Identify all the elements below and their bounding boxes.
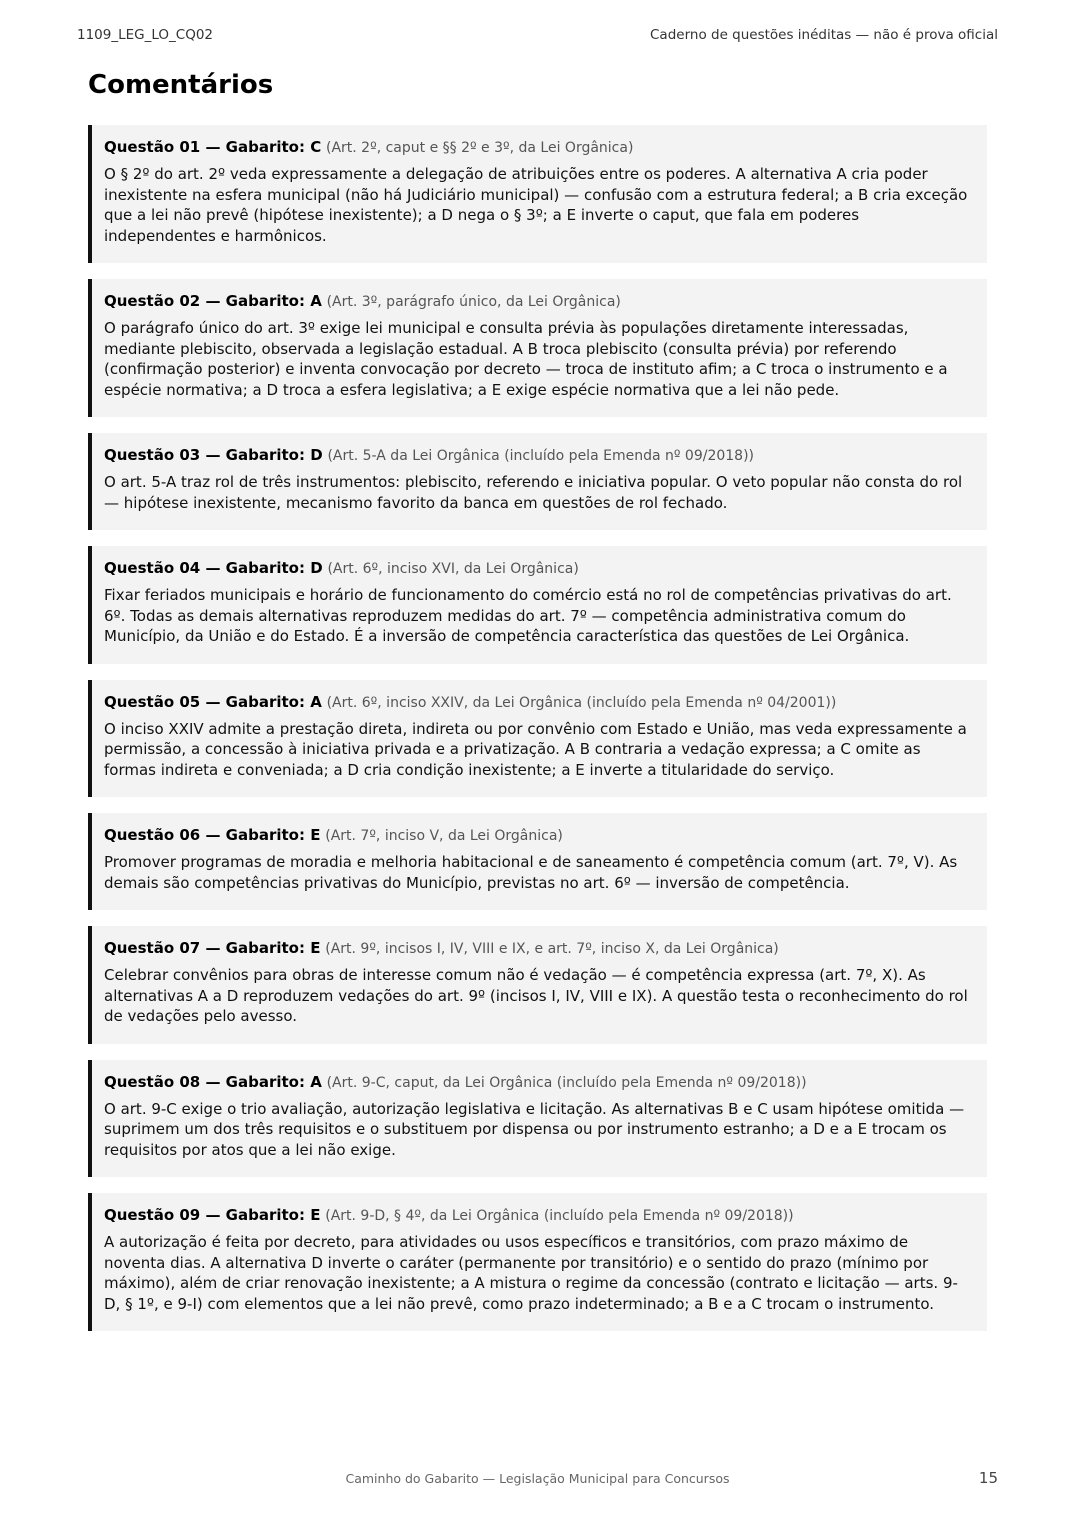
comment-item xyxy=(88,680,987,798)
question-answer: Questão 02 — Gabarito: A xyxy=(104,292,322,310)
comment-heading xyxy=(104,692,973,713)
question-answer: Questão 07 — Gabarito: E xyxy=(104,939,321,957)
question-answer: Questão 08 — Gabarito: A xyxy=(104,1072,322,1091)
question-answer: Questão 09 — Gabarito: E xyxy=(104,1206,321,1224)
comment-item xyxy=(88,1060,987,1178)
header-notice: Caderno de questões inéditas — não é prova oficial xyxy=(650,27,998,43)
question-answer: Questão 03 — Gabarito: D xyxy=(104,446,323,464)
comment-text: O § 2º do art. 2º veda expressamente a delegação de atribuições entre os poderes. A alternativa A cria poder inexistente na esfera municipal (não há Judiciário municipal) — confusão com a estrutura federal; a B cria exceção que a lei não prevê (hipótese inexistente); a D nega o § 3º; a E inverte o caput, que fala em poderes independentes e harmônicos. xyxy=(104,165,968,245)
legal-reference: (Art. 7º, inciso V, da Lei Orgânica) xyxy=(325,828,563,844)
comment-text: O inciso XXIV admite a prestação direta, indireta ou por convênio com Estado e União, mas veda expressamente a permissão, a concessão à iniciativa privada e a privatização. A B contraria a vedação expressa; a C omite as formas indireta e conveniada; a D cria condição inexistente; a E inverte a titularidade do serviço. xyxy=(104,719,967,779)
comment-text: Fixar feriados municipais e horário de funcionamento do comércio está no rol de competências privativas do art. 6º. Todas as demais alternativas reproduzem medidas do art. 7º — competência administrativa comum do Município, da União e do Estado. É a inversão de competência característica das questões de Lei Orgânica. xyxy=(104,586,952,645)
legal-reference: (Art. 3º, parágrafo único, da Lei Orgânica) xyxy=(326,294,621,310)
legal-reference: (Art. 9-D, § 4º, da Lei Orgânica (incluído pela Emenda nº 09/2018)) xyxy=(325,1208,794,1224)
page-title: Comentários xyxy=(88,70,274,100)
legal-reference: (Art. 6º, inciso XXIV, da Lei Orgânica (incluído pela Emenda nº 04/2001)) xyxy=(326,694,837,711)
comment-item xyxy=(88,433,987,530)
legal-reference: (Art. 6º, inciso XVI, da Lei Orgânica) xyxy=(327,561,579,577)
comment-text: O art. 5-A traz rol de três instrumentos: plebiscito, referendo e iniciativa popular. O veto popular não consta do rol — hipótese inexistente, mecanismo favorito da banca em questões de rol fechado. xyxy=(104,473,963,512)
comment-heading xyxy=(104,137,973,158)
comment-text: O art. 9-C exige o trio avaliação, autorização legislativa e licitação. As alternativas B e C usam hipótese omitida — suprimem um dos três requisitos e o substituem por dispensa ou por instrumento estranho; a D e a E trocam os requisitos por atos que a lei não exige. xyxy=(104,1099,965,1159)
book-footer: Caminho do Gabarito — Legislação Municipal para Concursos xyxy=(345,1471,730,1486)
comment-item xyxy=(88,125,987,263)
question-answer: Questão 04 — Gabarito: D xyxy=(104,559,323,577)
comment-item xyxy=(88,813,987,910)
comments-list xyxy=(88,125,987,1347)
comment-heading xyxy=(104,558,973,579)
comment-heading xyxy=(104,825,973,846)
comment-text: A autorização é feita por decreto, para atividades ou usos específicos e transitórios, com prazo máximo de noventa dias. A alternativa D inverte o caráter (permanente por transitório) e o sentido do prazo (mínimo por máximo), além de criar renovação inexistente; a A mistura o regime da concessão (contrato e licitação — arts. 9-D, § 1º, e 9-I) com elementos que a lei não prevê, como prazo indeterminado; a B e a C trocam o instrumento. xyxy=(104,1233,958,1313)
comment-item xyxy=(88,1193,987,1331)
running-header xyxy=(77,27,998,43)
legal-reference: (Art. 9º, incisos I, IV, VIII e IX, e art. 7º, inciso X, da Lei Orgânica) xyxy=(325,941,779,957)
comment-item xyxy=(88,926,987,1044)
comment-heading xyxy=(104,291,973,312)
comment-heading xyxy=(104,445,973,466)
comment-heading xyxy=(104,938,973,959)
comment-heading xyxy=(104,1072,973,1093)
comment-item xyxy=(88,546,987,664)
legal-reference: (Art. 2º, caput e §§ 2º e 3º, da Lei Orgânica) xyxy=(326,140,634,156)
comment-text: O parágrafo único do art. 3º exige lei municipal e consulta prévia às populações diretamente interessadas, mediante plebiscito, observada a legislação estadual. A B troca plebiscito (consulta prévia) por referendo (confirmação posterior) e inventa convocação por decreto — troca de instituto afim; a C troca o instrumento e a espécie normativa; a D troca a esfera legislativa; a E exige espécie normativa que a lei não pede. xyxy=(104,319,948,399)
comment-text: Promover programas de moradia e melhoria habitacional e de saneamento é competência comum (art. 7º, V). As demais são competências privativas do Município, previstas no art. 6º — inversão de competência. xyxy=(104,853,958,892)
legal-reference: (Art. 5-A da Lei Orgânica (incluído pela Emenda nº 09/2018)) xyxy=(327,448,754,464)
document-code: 1109_LEG_LO_CQ02 xyxy=(77,27,214,43)
question-answer: Questão 06 — Gabarito: E xyxy=(104,826,321,844)
question-answer: Questão 01 — Gabarito: C xyxy=(104,138,322,156)
comment-text: Celebrar convênios para obras de interesse comum não é vedação — é competência expressa (art. 7º, X). As alternativas A a D reproduzem vedações do art. 9º (incisos I, IV, VIII e IX). A questão testa o reconhecimento do rol de vedações pelo avesso. xyxy=(104,966,968,1025)
comment-heading xyxy=(104,1205,973,1226)
question-answer: Questão 05 — Gabarito: A xyxy=(104,692,322,711)
page-number: 15 xyxy=(978,1469,998,1487)
legal-reference: (Art. 9-C, caput, da Lei Orgânica (incluído pela Emenda nº 09/2018)) xyxy=(326,1074,807,1091)
comment-item xyxy=(88,279,987,417)
